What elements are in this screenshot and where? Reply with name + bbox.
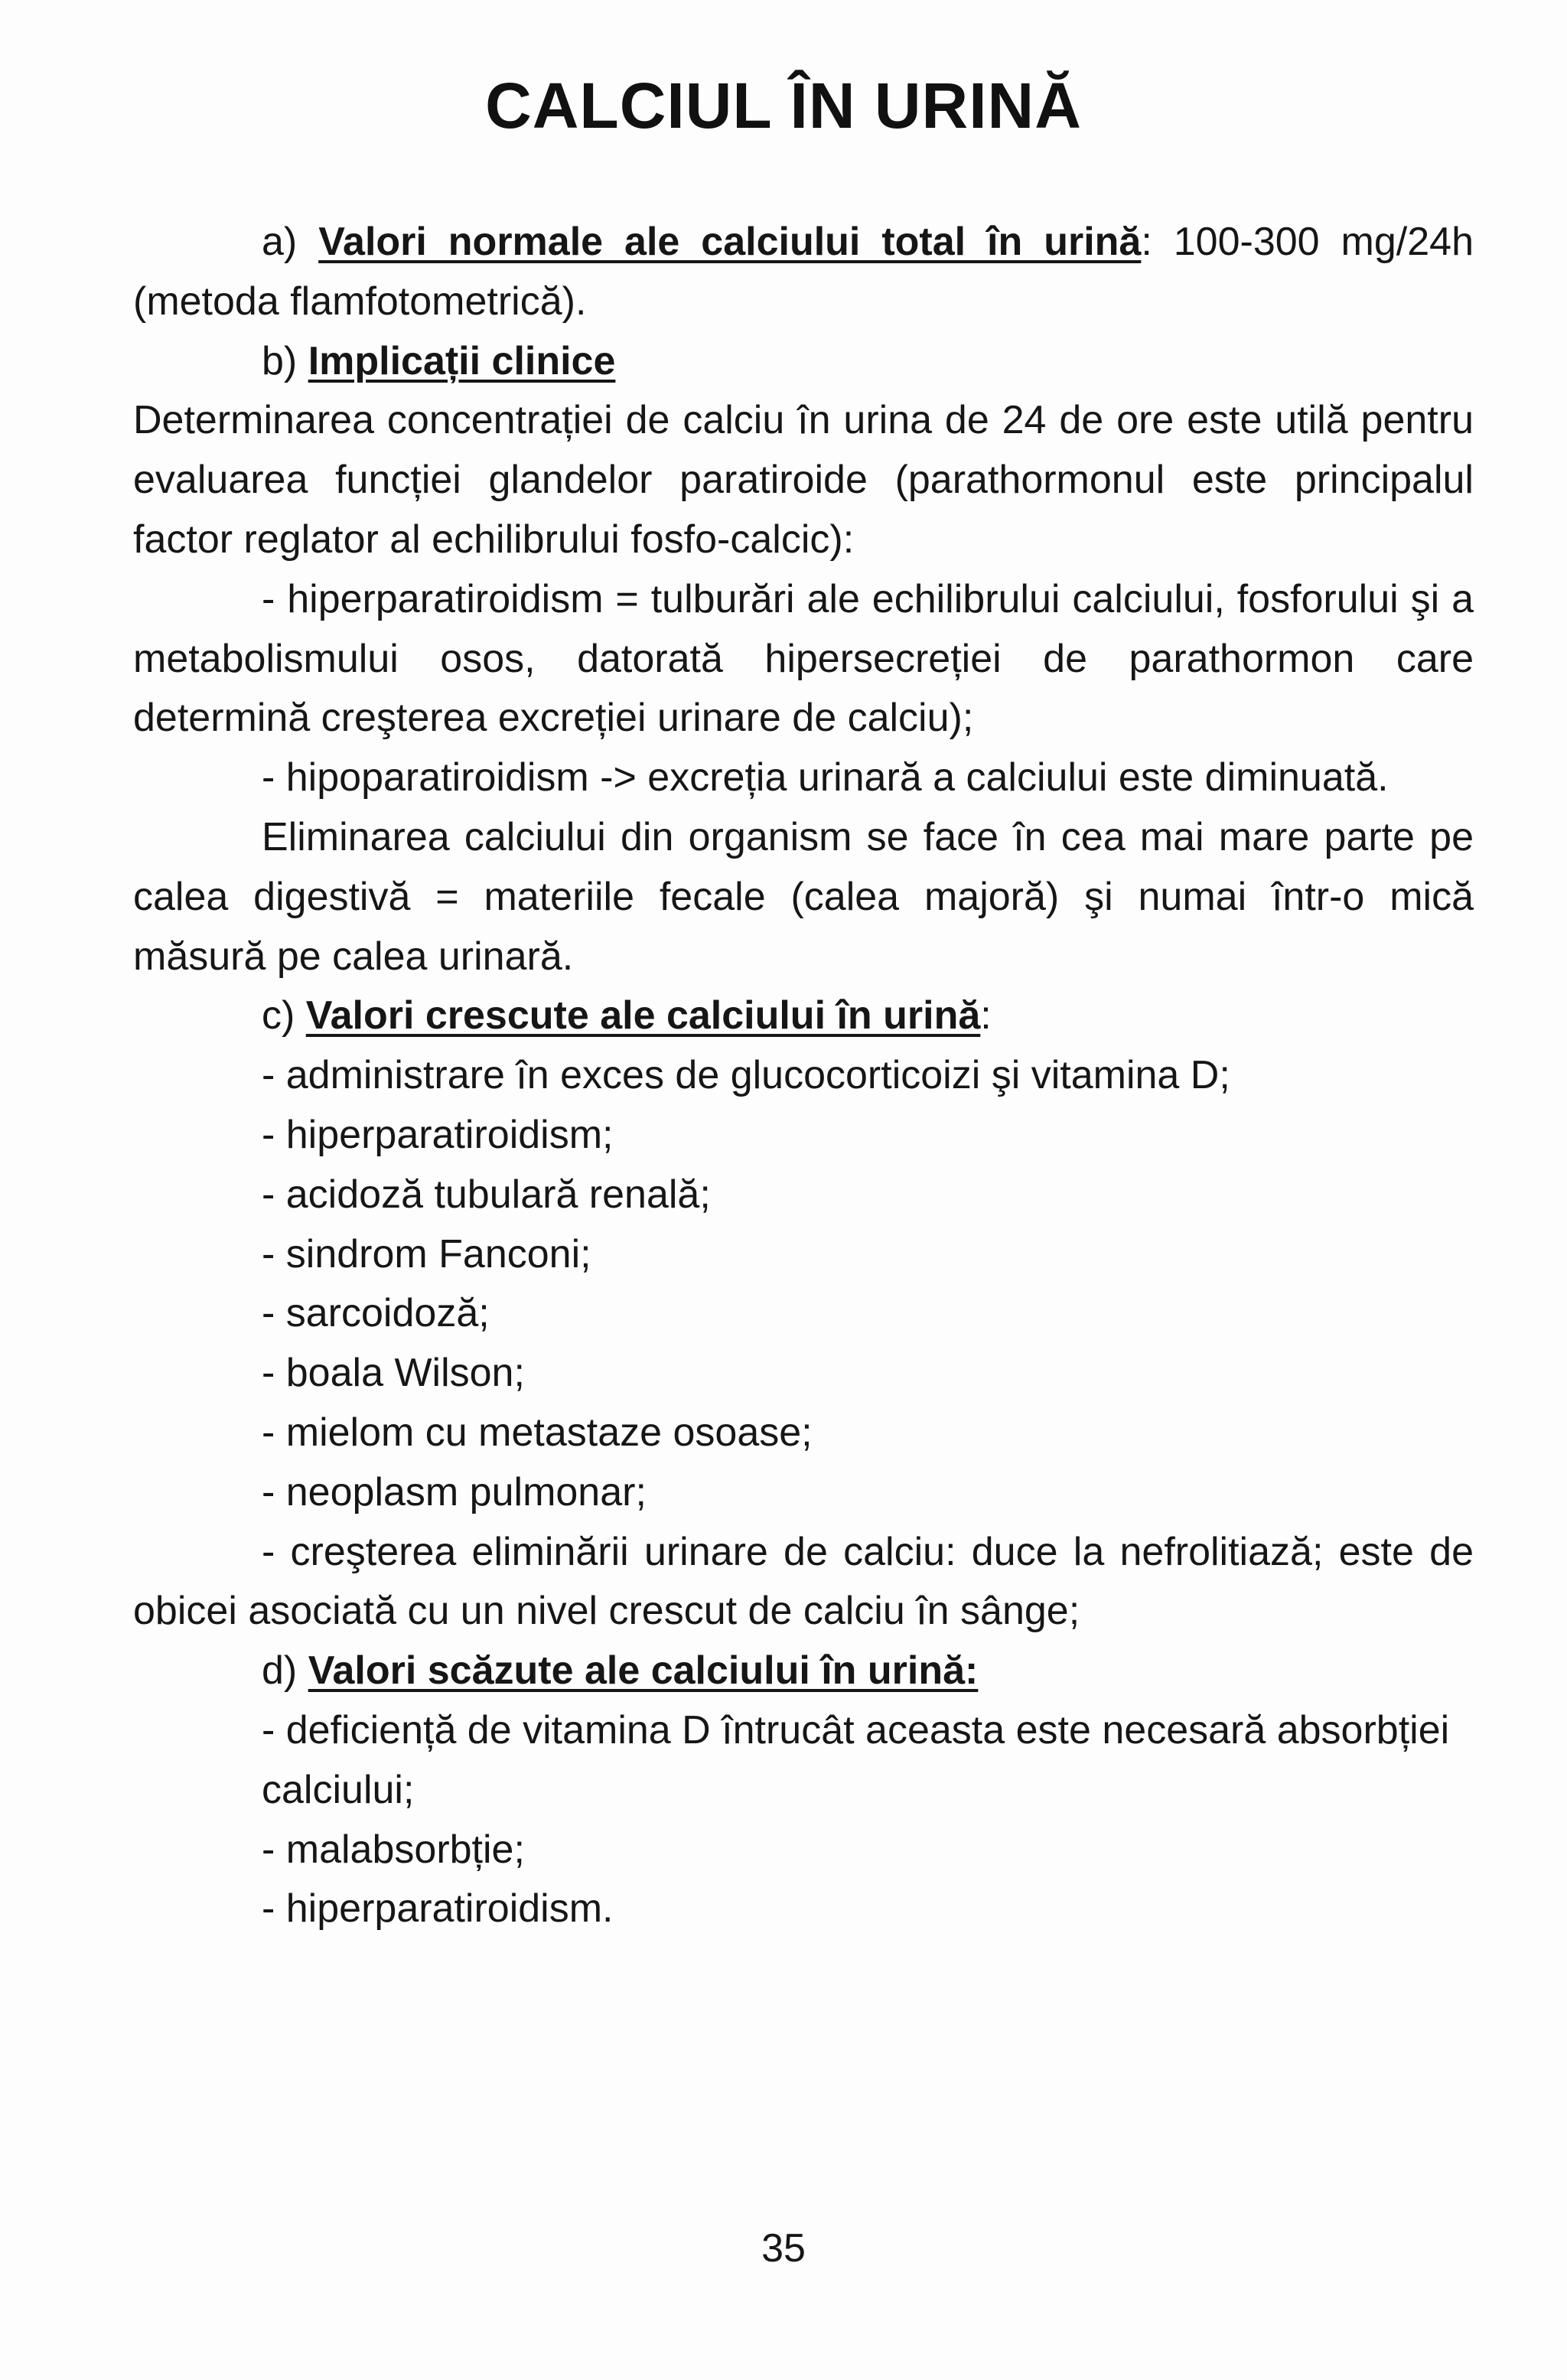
section-b-item-hyperparathyroidism: - hiperparatiroidism = tulburări ale echilibrului calciului, fosforului şi a metabolismului osos, datorată hipersecreției de parathormon care determină creşterea excreției urinare de calciu); bbox=[133, 576, 1474, 741]
section-b-item-hypoparathyroidism: - hipoparatiroidism -> excreția urinară a calciului este diminuată. bbox=[262, 755, 1389, 800]
section-c-item: - neoplasm pulmonar; bbox=[262, 1469, 647, 1514]
section-d-item-vitamin-d: - deficiență de vitamina D întrucât aceasta este necesară absorbției calciului; bbox=[262, 1707, 1450, 1812]
section-c-item: - acidoză tubulară renală; bbox=[262, 1172, 711, 1217]
section-d-marker: d) bbox=[262, 1648, 308, 1694]
section-a-marker: a) bbox=[262, 220, 319, 264]
section-d-item-malabsorption: - malabsorbție; bbox=[262, 1827, 525, 1872]
section-b-elimination: Eliminarea calciului din organism se face în cea mai mare parte pe calea digestivă = materiile fecale (calea majoră) şi numai într-o mică măsură pe calea urinară. bbox=[133, 814, 1474, 979]
section-c-item-nephrolithiasis: - creşterea eliminării urinare de calciu: duce la nefrolitiază; este de obicei asociată cu un nivel crescut de calciu în sânge; bbox=[133, 1529, 1474, 1634]
page-title: CALCIUL ÎN URINĂ bbox=[485, 70, 1082, 142]
section-c-item: - sarcoidoză; bbox=[262, 1291, 490, 1336]
section-c-item: - administrare în exces de glucocorticoizi şi vitamina D; bbox=[262, 1053, 1230, 1098]
section-c-item: - mielom cu metastaze osoase; bbox=[262, 1410, 813, 1455]
section-a-paragraph bbox=[133, 213, 1474, 332]
section-c-heading: Valori crescute ale calciului în urină bbox=[305, 993, 981, 1038]
page-content bbox=[133, 213, 1474, 1939]
section-b-heading: Implicații clinice bbox=[308, 338, 616, 383]
section-b-heading-line bbox=[133, 332, 1474, 392]
section-c-colon: : bbox=[980, 993, 992, 1038]
section-a-text: : 100-300 mg/24h (metoda flamfotometrică). bbox=[133, 220, 1474, 324]
section-d-heading: Valori scăzute ale calciului în urină: bbox=[308, 1648, 979, 1694]
section-a-heading: Valori normale ale calciului total în urină bbox=[318, 220, 1142, 264]
section-b-marker: b) bbox=[262, 338, 308, 383]
section-c-item: - sindrom Fanconi; bbox=[262, 1231, 591, 1276]
section-d-item-hyperparathyroidism: - hiperparatiroidism. bbox=[262, 1886, 614, 1932]
section-d-heading-line bbox=[133, 1642, 1474, 1701]
section-c-heading-line bbox=[133, 986, 1474, 1046]
section-c-item: - boala Wilson; bbox=[262, 1351, 525, 1396]
page-number: 35 bbox=[761, 2226, 806, 2271]
section-c-marker: c) bbox=[262, 993, 306, 1038]
section-b-intro: Determinarea concentrației de calciu în urina de 24 de ore este utilă pentru evaluarea funcției glandelor paratiroide (parathormonul este principalul factor reglator al echilibrului fosfo-calcic): bbox=[133, 398, 1474, 562]
section-c-item: - hiperparatiroidism; bbox=[262, 1112, 614, 1157]
